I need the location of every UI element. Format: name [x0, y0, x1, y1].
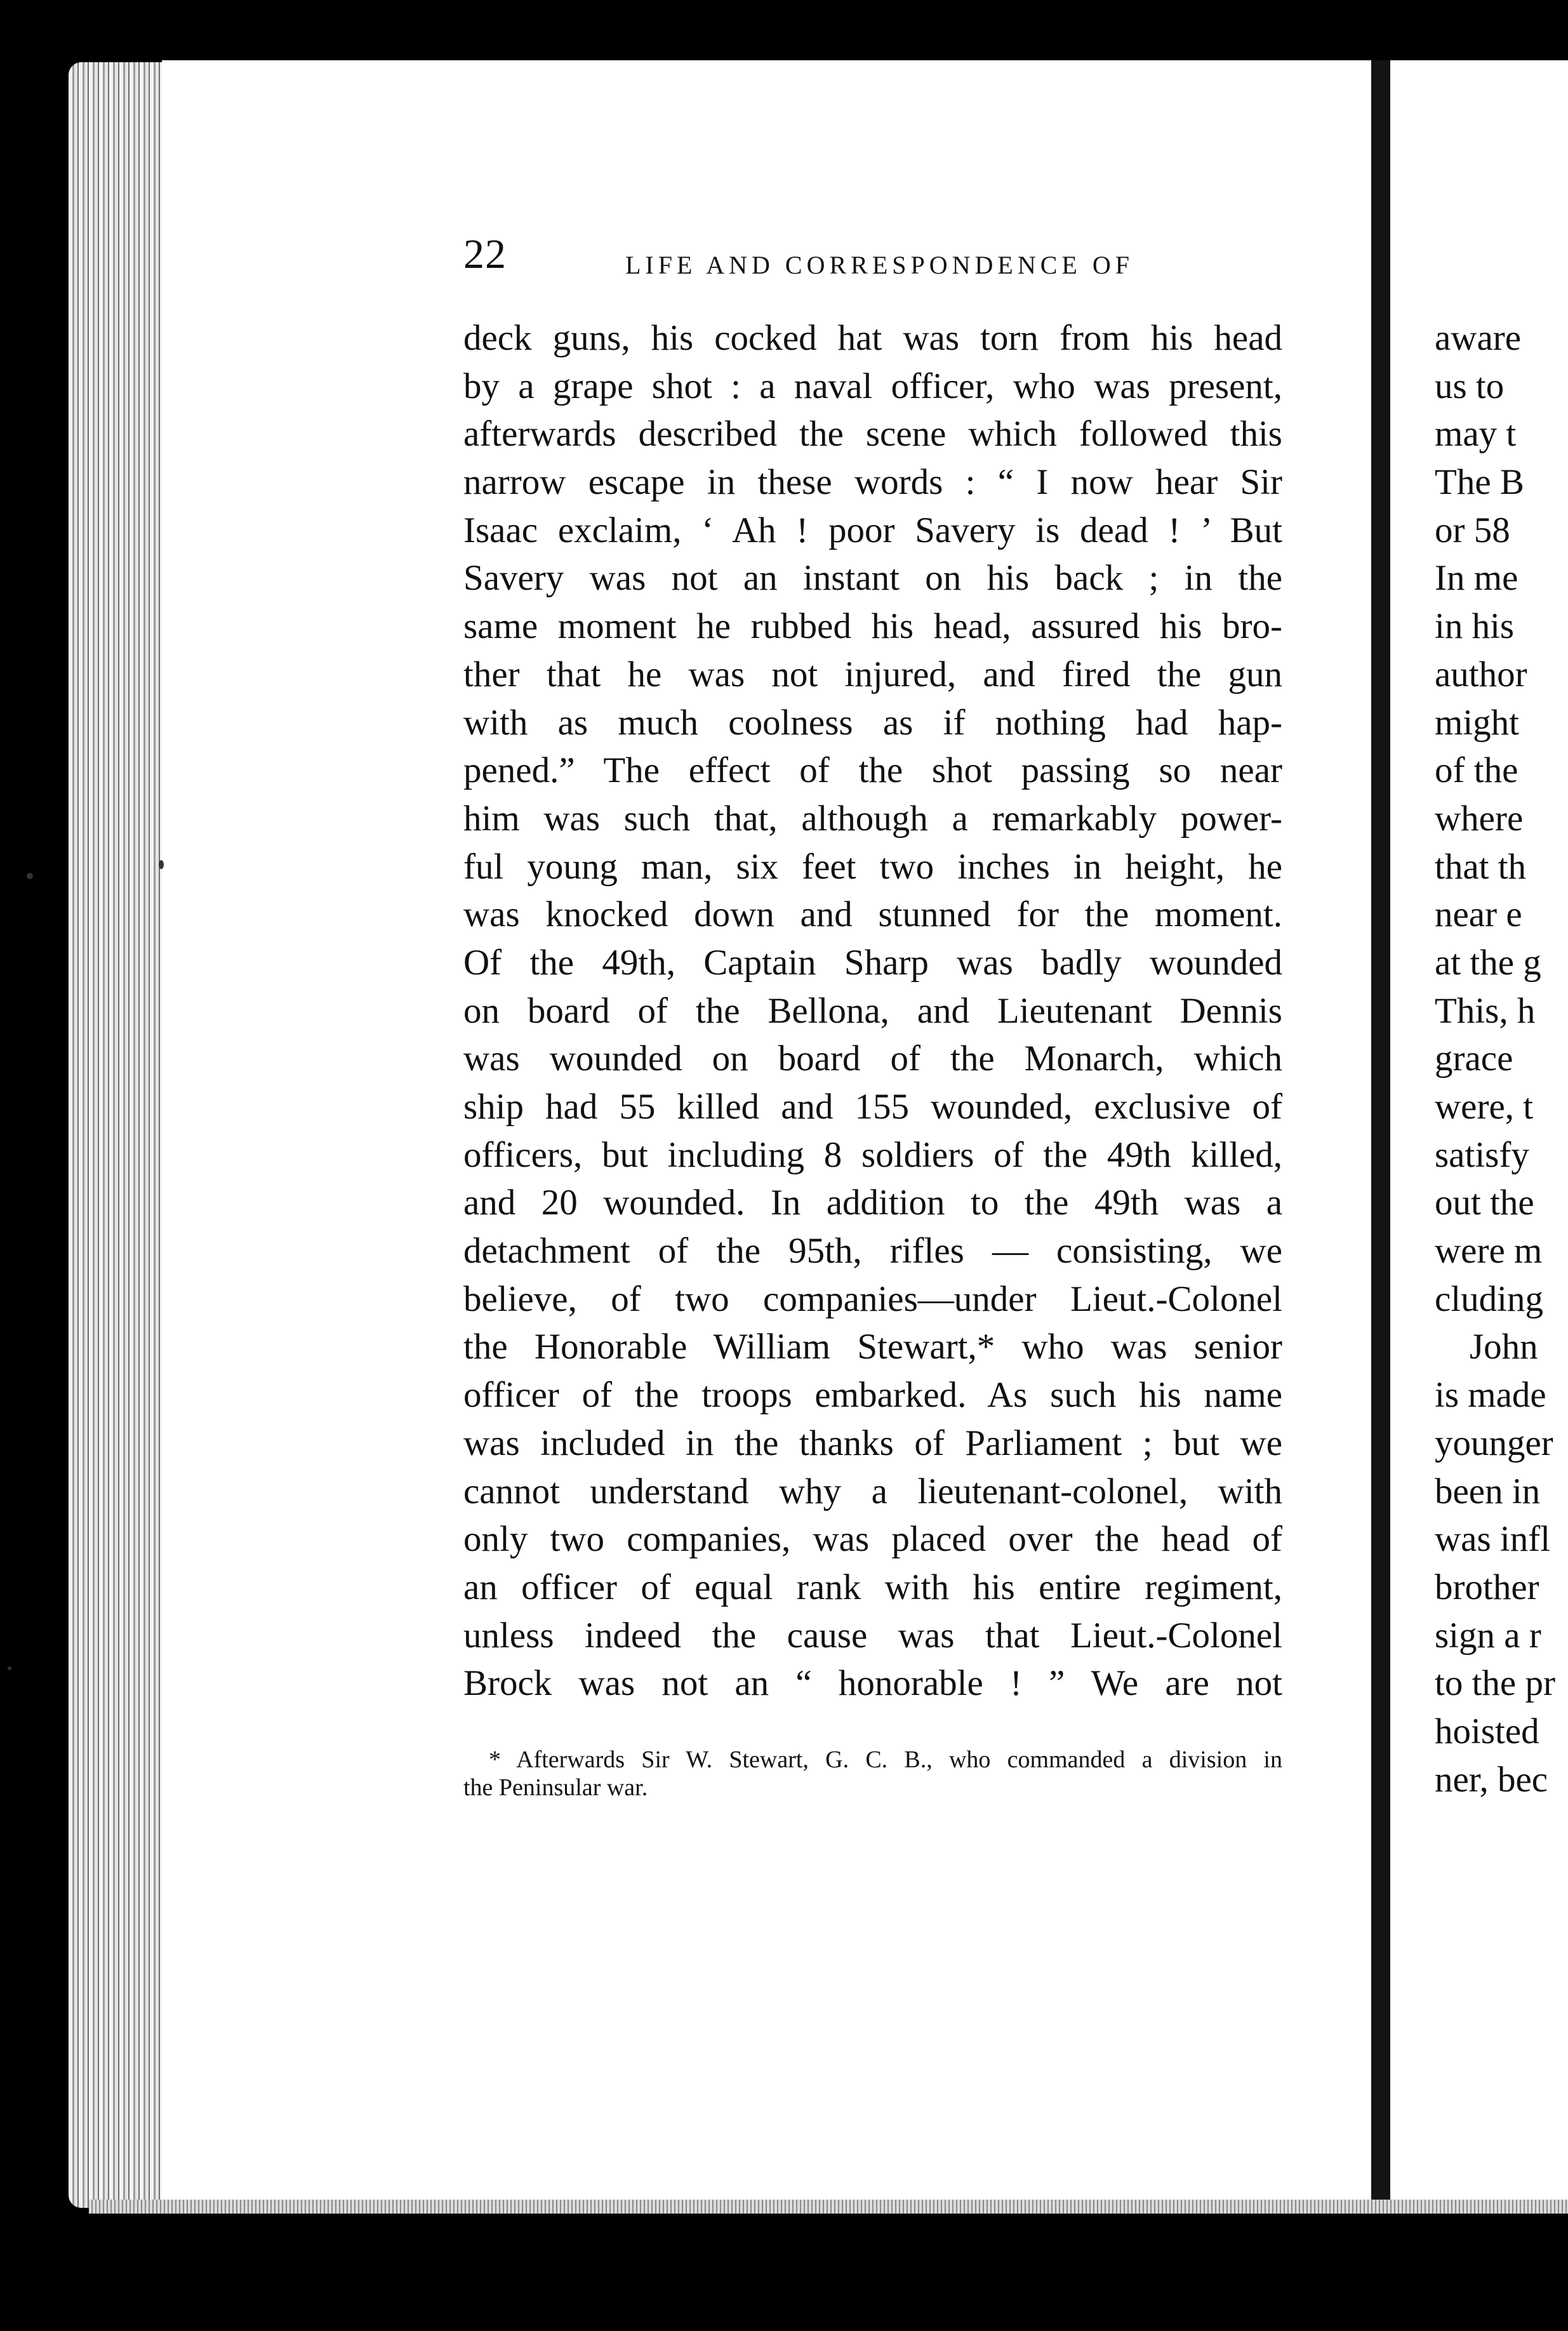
text-line: and 20 wounded. In addition to the 49th was a	[463, 1183, 1282, 1223]
text-line: ship had 55 killed and 155 wounded, exclusive of	[463, 1087, 1282, 1127]
body-text	[463, 314, 1282, 1708]
text-line: only two companies, was placed over the head of	[463, 1519, 1282, 1560]
right-text-line: near e	[1435, 894, 1522, 935]
text-line: detachment of the 95th, rifles — consisting, we	[463, 1231, 1282, 1272]
text-line: Isaac exclaim, ‘ Ah ! poor Savery is dead ! ’ But	[463, 510, 1282, 550]
right-text-line: at the g	[1435, 942, 1541, 983]
right-text-line: ner, bec	[1435, 1759, 1548, 1800]
page-number: 22	[463, 231, 507, 277]
running-head: LIFE AND CORRESPONDENCE OF	[625, 251, 1134, 279]
right-text-line: cluding	[1435, 1278, 1543, 1319]
text-line: on board of the Bellona, and Lieutenant Dennis	[463, 990, 1282, 1031]
text-line: Savery was not an instant on his back ; in the	[463, 558, 1282, 599]
right-text-line: that th	[1435, 846, 1527, 887]
text-line: officers, but including 8 soldiers of the 49th killed,	[463, 1134, 1282, 1175]
text-line: officer of the troops embarked. As such his name	[463, 1375, 1282, 1416]
text-line: was wounded on board of the Monarch, which	[463, 1039, 1282, 1079]
right-text-line: was infl	[1435, 1519, 1551, 1560]
text-line: deck guns, his cocked hat was torn from his head	[463, 318, 1282, 358]
right-text-line: In me	[1435, 558, 1518, 599]
text-line: was knocked down and stunned for the moment.	[463, 894, 1282, 935]
right-text-line: in his	[1435, 606, 1515, 647]
text-line: with as much coolness as if nothing had hap-	[463, 702, 1282, 743]
right-text-line: younger	[1435, 1423, 1553, 1463]
right-text-line: where	[1435, 798, 1524, 839]
right-text-line: John	[1470, 1327, 1538, 1367]
text-line: ther that he was not injured, and fired the gun	[463, 654, 1282, 694]
text-line: believe, of two companies—under Lieut.-Colonel	[463, 1278, 1282, 1319]
text-line: by a grape shot : a naval officer, who was present,	[463, 366, 1282, 406]
text-line: Of the 49th, Captain Sharp was badly wounded	[463, 942, 1282, 983]
text-line: afterwards described the scene which followed this	[463, 414, 1282, 455]
right-text-line: sign a r	[1435, 1615, 1541, 1656]
right-text-line: might	[1435, 702, 1520, 743]
right-text-line: The B	[1435, 462, 1524, 503]
right-text-line: aware	[1435, 318, 1522, 358]
footnote-line: the Peninsular war.	[463, 1774, 648, 1801]
right-text-line: or 58	[1435, 510, 1510, 550]
right-text-line: been in	[1435, 1471, 1541, 1511]
right-text-line: grace	[1435, 1039, 1513, 1079]
footnote-line: * Afterwards Sir W. Stewart, G. C. B., who commanded a division in	[489, 1746, 1282, 1773]
right-text-line: may t	[1435, 414, 1517, 455]
right-text-line: us to	[1435, 366, 1505, 406]
text-line: Brock was not an “ honorable ! ” We are not	[463, 1663, 1282, 1704]
right-text-line: were, t	[1435, 1087, 1534, 1127]
text-line: pened.” The effect of the shot passing so near	[463, 750, 1282, 791]
text-line: narrow escape in these words : “ I now hear Sir	[463, 462, 1282, 503]
text-line: him was such that, although a remarkably power-	[463, 798, 1282, 839]
right-text-line: brother	[1435, 1567, 1539, 1607]
text-line: same moment he rubbed his head, assured his bro-	[463, 606, 1282, 647]
text-line: an officer of equal rank with his entire regiment,	[463, 1567, 1282, 1607]
right-page-text	[1435, 314, 1568, 1803]
text-line: the Honorable William Stewart,* who was senior	[463, 1327, 1282, 1367]
right-text-line: satisfy	[1435, 1134, 1529, 1175]
right-text-line: This, h	[1435, 990, 1536, 1031]
page-bottom-edge	[89, 2200, 1568, 2214]
text-line: unless indeed the cause was that Lieut.-Colonel	[463, 1615, 1282, 1656]
text-line: was included in the thanks of Parliament ; but we	[463, 1423, 1282, 1463]
right-text-line: out the	[1435, 1183, 1534, 1223]
scan-speck	[159, 860, 164, 869]
right-text-line: hoisted	[1435, 1711, 1539, 1751]
right-text-line: to the pr	[1435, 1663, 1555, 1704]
right-text-line: is made	[1435, 1375, 1546, 1416]
right-text-line: were m	[1435, 1231, 1543, 1272]
text-line: cannot understand why a lieutenant-colonel, with	[463, 1471, 1282, 1511]
text-line: ful young man, six feet two inches in height, he	[463, 846, 1282, 887]
right-text-line: of the	[1435, 750, 1518, 791]
scan-speck	[27, 873, 33, 879]
right-text-line: author	[1435, 654, 1527, 694]
scan-speck	[8, 1666, 11, 1670]
footnote	[463, 1746, 1282, 1802]
